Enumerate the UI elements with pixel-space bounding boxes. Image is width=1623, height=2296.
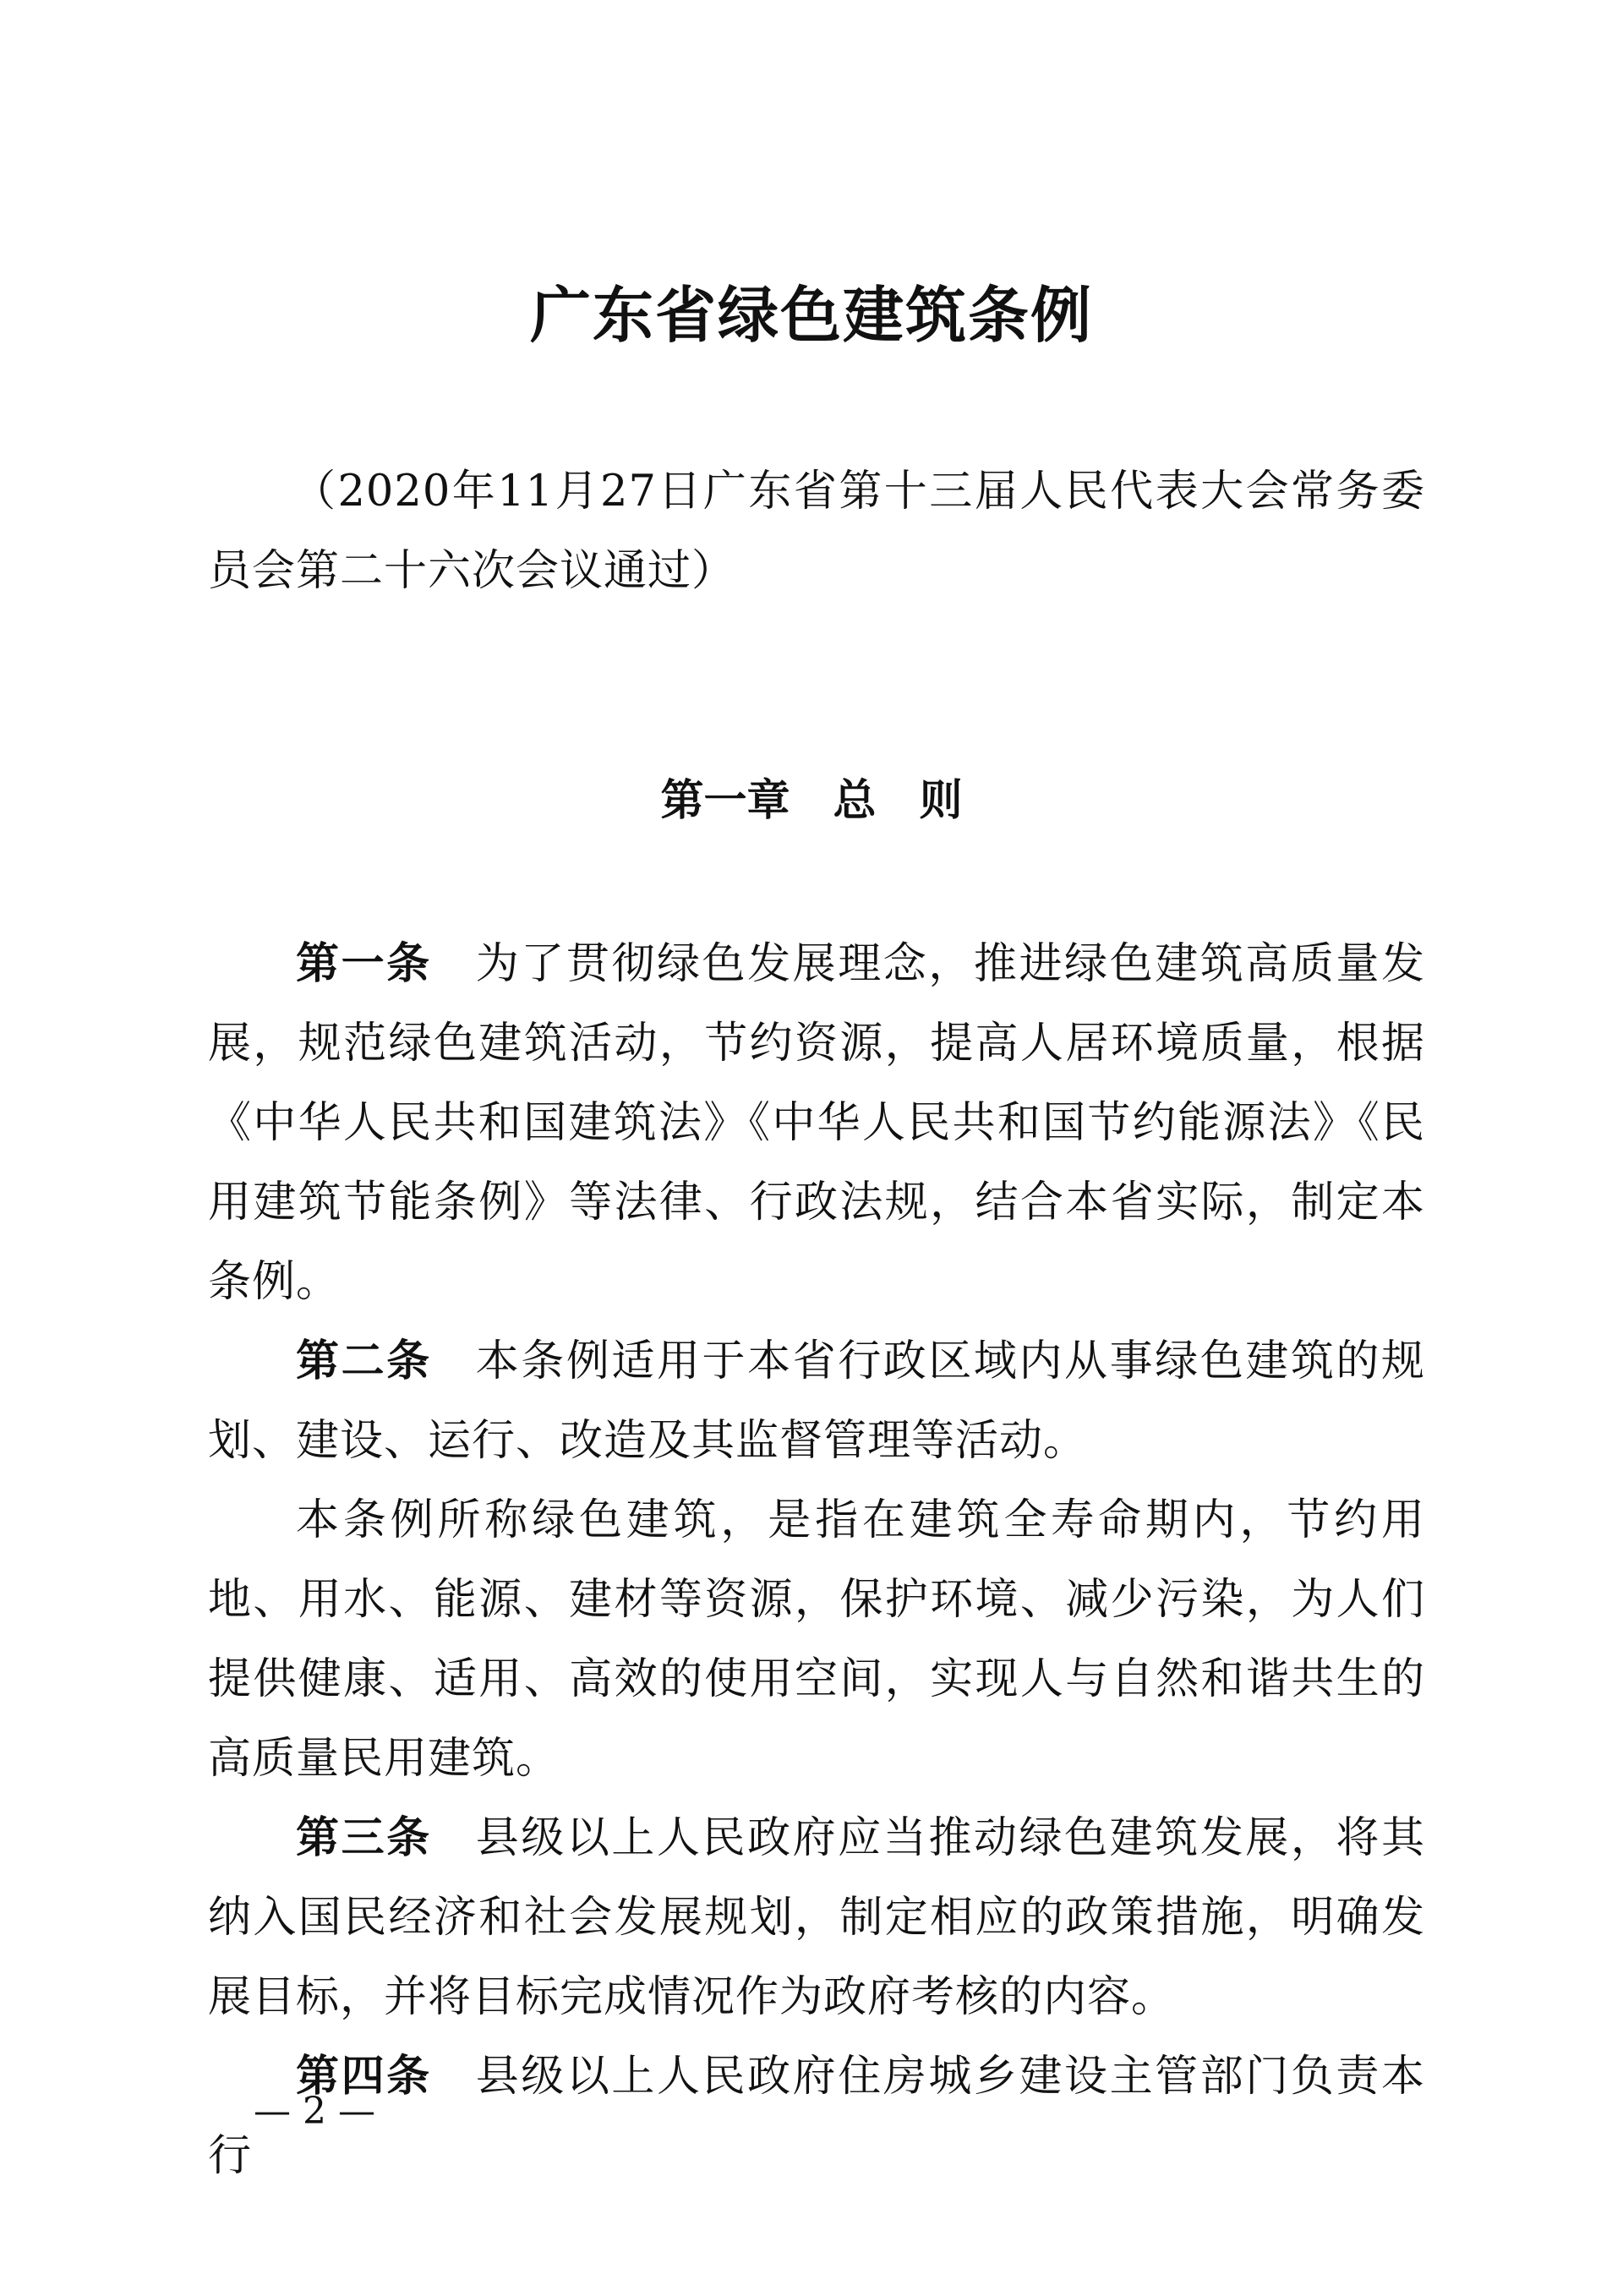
chapter-heading: 第一章 总 则	[660, 776, 963, 826]
article-paragraph	[208, 1322, 1425, 1481]
article-paragraph	[208, 2037, 1425, 2196]
article-paragraph	[208, 1481, 1425, 1799]
article-text: 为了贯彻绿色发展理念，推进绿色建筑高质量发展，规范绿色建筑活动，节约资源，提高人居环境质量，根据《中华人民共和国建筑法》《中华人民共和国节约能源法》《民用建筑节能条例》等法律、行政法规，结合本省实际，制定本条例。	[208, 939, 1425, 1307]
article-paragraph	[208, 925, 1425, 1322]
page-number: — 2 —	[254, 2090, 375, 2133]
article-paragraph	[208, 1799, 1425, 2037]
article-text: 本条例所称绿色建筑，是指在建筑全寿命期内，节约用地、用水、能源、建材等资源，保护环境、减少污染，为人们提供健康、适用、高效的使用空间，实现人与自然和谐共生的高质量民用建筑。	[208, 1495, 1425, 1784]
article-label: 第三条	[296, 1813, 432, 1863]
document-title: 广东省绿色建筑条例	[529, 279, 1093, 351]
article-label: 第一条	[296, 939, 432, 989]
document-body	[208, 925, 1425, 2196]
article-label: 第二条	[296, 1337, 432, 1386]
adoption-note: （2020年11月27日广东省第十三届人民代表大会常务委员会第二十六次会议通过）	[208, 467, 1425, 596]
article-text: 县级以上人民政府住房城乡建设主管部门负责本行	[208, 2052, 1425, 2181]
article-text: 本条例适用于本省行政区域内从事绿色建筑的规划、建设、运行、改造及其监督管理等活动。	[208, 1337, 1425, 1466]
article-label: 第四条	[296, 2052, 432, 2102]
article-text: 县级以上人民政府应当推动绿色建筑发展，将其纳入国民经济和社会发展规划，制定相应的政策措施，明确发展目标，并将目标完成情况作为政府考核的内容。	[208, 1813, 1425, 2022]
